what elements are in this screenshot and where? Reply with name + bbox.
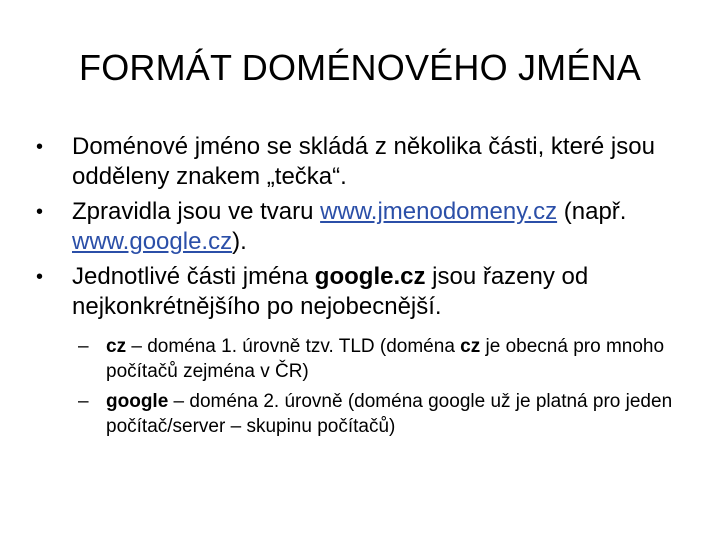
- bullet-text-prefix: Zpravidla jsou ve tvaru: [72, 198, 321, 225]
- dash-icon: –: [78, 391, 89, 412]
- slide-body: [36, 132, 696, 444]
- bullet-icon: •: [36, 136, 44, 158]
- subitem-bold: cz: [106, 336, 127, 357]
- bullet-item-3: [36, 262, 696, 322]
- bullet-text-suffix: ).: [232, 228, 247, 255]
- bullet-icon: •: [36, 201, 44, 223]
- bullet-text-suffix: jsou řazeny od nejkonkrétnějšího po nejobecnější.: [72, 263, 589, 320]
- subitems: [36, 334, 696, 439]
- bullet-text: Doménové jméno se skládá z několika části, které jsou odděleny znakem „tečka“.: [72, 133, 655, 190]
- subitem-bold: google: [106, 391, 169, 412]
- link-google[interactable]: www.google.cz: [72, 228, 233, 255]
- subitem-text: – doména 1. úrovně tzv. TLD (doména: [126, 336, 461, 357]
- link-jmenodomeny[interactable]: www.jmenodomeny.cz: [320, 198, 558, 225]
- bullet-icon: •: [36, 266, 44, 288]
- subitem-bold-2: cz: [460, 336, 481, 357]
- bullet-text-prefix: Jednotlivé části jména: [72, 263, 315, 290]
- bullet-item-1: [36, 132, 696, 192]
- bullet-item-2: [36, 197, 696, 257]
- bullet-text-bold: google.cz: [314, 263, 426, 290]
- subitem-1: [78, 334, 716, 384]
- bullet-text-middle: (např.: [557, 198, 627, 225]
- subitem-text-2: je obecná pro mnoho počítačů zejména v ČR): [106, 336, 665, 382]
- subitem-2: [78, 389, 716, 439]
- subitem-text: – doména 2. úrovně (doména google už je platná pro jeden počítač/server – skupinu počítačů): [106, 391, 673, 437]
- dash-icon: –: [78, 336, 89, 357]
- slide-title: FORMÁT DOMÉNOVÉHO JMÉNA: [79, 47, 641, 88]
